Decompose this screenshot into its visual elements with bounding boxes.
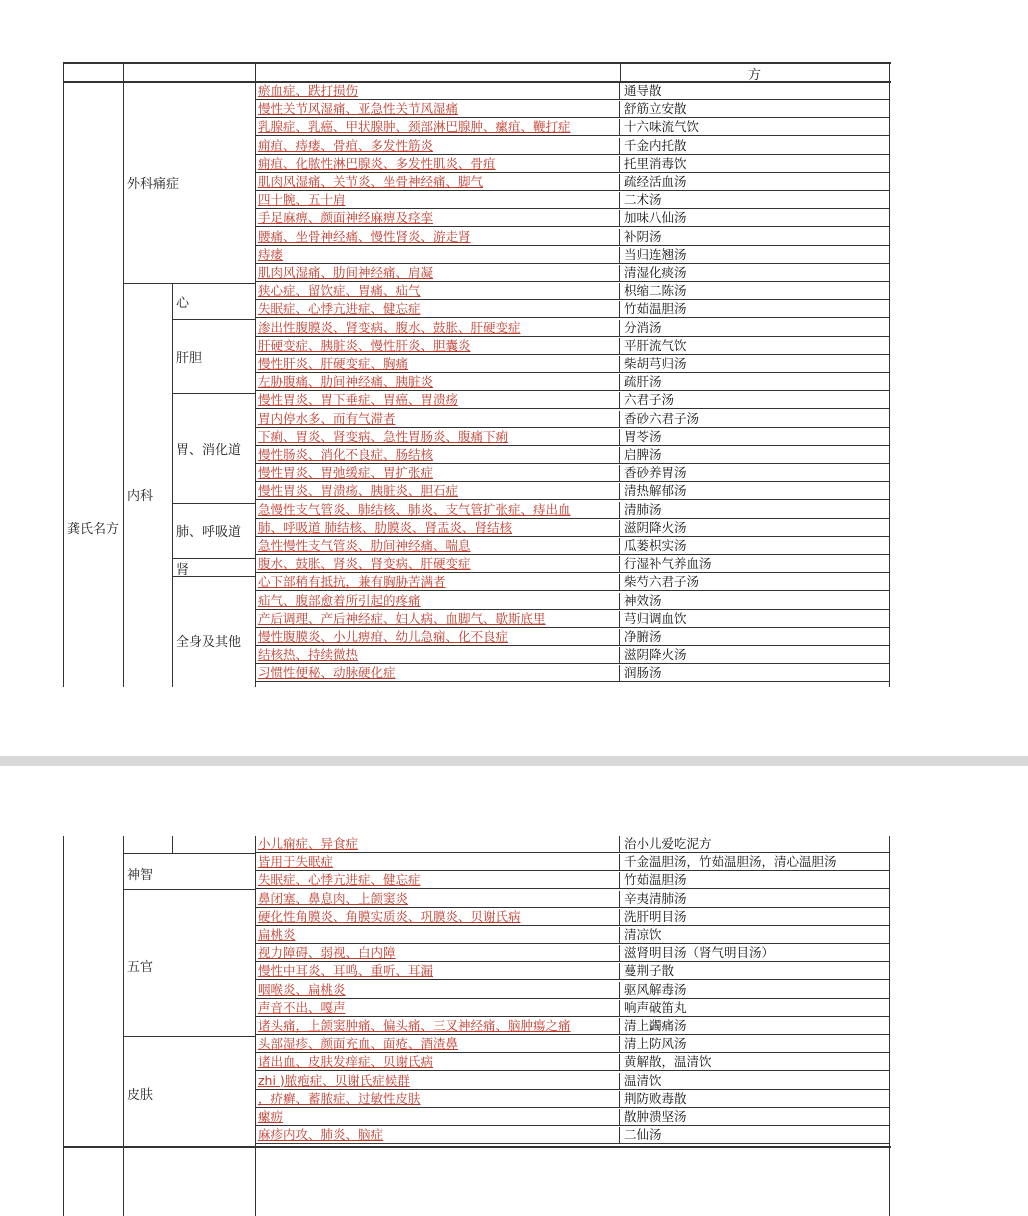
formula-cell: 蔓荆子散 [624,963,675,979]
symptom-cell: 产后调理、产后神经症、妇人病、血脚气、歇斯底里 [256,611,620,627]
symptom-cell: 皆用于失眠症 [256,854,620,870]
table-row [256,465,890,482]
table-row [256,138,890,155]
table-row [256,665,890,682]
formula-cell: 胃苓汤 [624,428,662,444]
table-row [256,611,890,628]
group-label-wei: 胃、消化道 [176,443,242,458]
symptom-cell: 失眠症、心悸亢进症、健忘症 [256,872,620,888]
symptom-cell: 痈疽、化脓性淋巴腺炎、多发性肌炎、骨疽 [256,156,620,172]
table-row [256,411,890,428]
formula-cell: 散肿溃坚汤 [624,1109,687,1124]
table-row [256,156,890,173]
symptom-cell: 慢性肝炎、肝硬变症、胸痛 [256,356,620,372]
waike-bottom-border [123,283,256,284]
symptom-cell: 鼻闭塞、鼻息肉、上颌窦炎 [256,891,620,907]
table-row [256,963,890,980]
symptom-cell: 失眠症、心悸亢进症、健忘症 [256,301,620,317]
table-row [256,891,890,908]
formula-cell: 滋肾明目汤（肾气明目汤） [624,945,775,961]
symptom-cell: 头部湿疹、颜面充血、面疮、酒渣鼻 [256,1036,620,1052]
symptom-cell: 麻疹内攻、肺炎、脑症 [256,1127,620,1143]
symptom-cell: 腰痛、坐骨神经痛、慢性肾炎、游走肾 [256,229,620,245]
group-label-waike: 外科痛症 [127,177,180,192]
table-row [256,174,890,191]
group-label-wuguan: 五官 [127,960,154,975]
formula-cell: 通导散 [624,83,662,98]
page-separator [0,756,1028,766]
table-row [256,83,890,100]
formula-cell: 清肺汤 [624,501,662,517]
table-row [256,502,890,519]
formula-cell: 清上防风汤 [624,1036,687,1052]
table-row [256,483,890,500]
formula-cell: 托里消毒饮 [624,155,687,171]
table-row [256,556,890,573]
group-label-xin: 心 [176,296,190,311]
symptom-cell: 咽喉炎、扁桃炎 [256,982,620,998]
symptom-cell: 视力障碍、弱视、白内障 [256,945,620,961]
symptom-cell: zhi )脓疱症、贝谢氏症候群 [256,1073,620,1089]
symptom-cell: 慢性中耳炎、耳鸣、重听、耳漏 [256,963,620,979]
group-label-shen: 肾 [176,563,190,578]
header-fang: 方 [748,68,762,83]
symptom-cell: 慢性胃炎、胃下垂症、胃癌、胃溃疡 [256,392,620,408]
table-row [256,1073,890,1090]
table-row [256,1018,890,1035]
symptom-cell: 慢性腹膜炎、小儿痹疳、幼儿急痫、化不良症 [256,629,620,645]
formula-cell: 香砂养胃汤 [624,465,687,481]
formula-cell: 疏肝汤 [624,374,662,390]
formula-cell: 六君子汤 [624,392,675,408]
formula-cell: 黄解散，温清饮 [624,1054,712,1070]
table-row [256,1054,890,1071]
symptom-cell: 诸头痛，上颌窦肿痛、偏头痛、三叉神经痛、脑肿瘍之痛 [256,1018,620,1034]
wuguan-bottom-border [123,1036,256,1037]
group-label-neike: 内科 [127,489,154,504]
table-row [256,854,890,871]
table-row [256,1036,890,1053]
formula-cell: 滋阴降火汤 [624,519,687,535]
symptom-cell: 肌肉风湿痛、肋间神经痛、肩凝 [256,265,620,281]
p2-table-bottom-border [63,1146,891,1148]
table-row [256,574,890,591]
col-divider-1 [123,62,124,687]
formula-cell: 柴胡芎归汤 [624,356,687,371]
table-row [256,265,890,282]
outer-left-border [63,62,64,687]
symptom-cell: 声音不出、嘎声 [256,1000,620,1016]
formula-cell: 千金温胆汤，竹茹温胆汤，清心温胆汤 [624,854,837,870]
symptom-cell: 肝硬变症、胰脏炎、慢性肝炎、胆囊炎 [256,338,620,354]
group-label-top: 龚氏名方 [66,522,119,537]
symptom-cell: 痈疽、痔瘘、骨疽、多发性筋炎 [256,138,620,154]
symptom-cell: 腹水、鼓胀、肾炎、肾变病、肝硬变症 [256,556,620,572]
formula-cell: 枳缩二陈汤 [624,283,687,299]
symptom-cell: 四十腕、五十肩 [256,192,620,208]
symptom-cell: 结核热、持续微热 [256,647,620,663]
table-row [256,192,890,209]
formula-cell: 分消汤 [624,319,662,335]
table-row [256,1000,890,1017]
table-row [256,119,890,136]
table-row [256,320,890,337]
formula-cell: 清上蠲痛汤 [624,1018,687,1033]
symptom-cell: 下痢、胃炎、肾变病、急性胃肠炎、腹痛下痢 [256,429,620,445]
formula-cell: 十六味流气饮 [624,119,700,135]
xin-bottom-border [172,319,256,320]
symptom-cell: 瘰疬 [256,1109,620,1125]
formula-cell: 加味八仙汤 [624,210,687,226]
symptom-cell: 手足麻痹、颜面神经麻痹及痉挛 [256,210,620,226]
group-label-fei: 肺、呼吸道 [176,525,242,540]
table-row [256,909,890,926]
table-row [256,229,890,246]
formula-cell: 瓜蒌枳实汤 [624,538,687,553]
symptom-cell: 小儿痫症、异食症 [256,836,620,852]
symptom-cell: 肌肉风湿痛、关节炎、坐骨神经痛、脚气 [256,174,620,190]
symptom-cell: 渗出性腹膜炎、肾变病、腹水、鼓胀、肝硬变症 [256,320,620,336]
table-row [256,338,890,355]
symptom-cell: 慢性胃炎、胃溃疡、胰脏炎、胆石症 [256,483,620,499]
formula-cell: 当归连翘汤 [624,246,687,262]
symptom-cell: 疝气、腹部愈着所引起的疼痛 [256,593,620,609]
formula-cell: 疏经活血汤 [624,174,687,189]
symptom-cell: 慢性关节风湿痛、亚急性关节风湿痛 [256,101,620,117]
group-label-pifu: 皮肤 [127,1088,154,1103]
header-col-divider [620,62,621,82]
symptom-cell: 慢性肠炎、消化不良症、肠结核 [256,447,620,463]
table-row [256,872,890,889]
table-row [256,836,890,853]
formula-cell: 滋阴降火汤 [624,647,687,663]
formula-cell: 响声破笛丸 [624,999,687,1015]
symptom-cell: 硬化性角膜炎、角膜实质炎、巩膜炎、贝谢氏病 [256,909,620,925]
table-row [256,374,890,391]
p2-outer-left-border [63,836,64,1216]
table-row [256,629,890,646]
group-label-quanshen: 全身及其他 [176,635,242,650]
table-row [256,945,890,962]
table-row [256,392,890,409]
formula-cell: 荆防败毒散 [624,1090,687,1106]
table-row [256,101,890,118]
gandan-bottom-border [172,393,256,394]
formula-cell: 香砂六君子汤 [624,410,700,426]
formula-cell: 舒筋立安散 [624,101,687,117]
formula-cell: 平肝流气饮 [624,337,687,353]
formula-cell: 竹茹温胆汤 [624,301,687,317]
neike-subcol-divider [172,283,173,687]
formula-cell: 竹茹温胆汤 [624,872,687,888]
symptom-cell: 肺、呼吸道 肺结核、肋膜炎、肾盂炎、肾结核 [256,520,620,536]
symptom-cell: 痔瘘 [256,247,620,263]
table-row [256,1091,890,1108]
table-row [256,982,890,999]
p2-subcol-divider [172,836,173,853]
symptom-cell: 心下部稍有抵抗，兼有胸胁苦满者 [256,574,620,590]
symptom-cell: 左胁腹痛、肋间神经痛、胰脏炎 [256,374,620,390]
formula-cell: 启脾汤 [624,447,662,462]
formula-cell: 清凉饮 [624,927,662,942]
group-label-gandan: 肝胆 [176,351,203,366]
formula-cell: 治小儿爱吃泥方 [624,836,712,851]
table-row [256,647,890,664]
formula-cell: 神效汤 [624,592,662,608]
formula-cell: 润肠汤 [624,665,662,681]
table-row [256,429,890,446]
symptom-cell: 狭心症、留饮症、胃痛、疝气 [256,283,620,299]
formula-cell: 柴芍六君子汤 [624,574,700,590]
symptom-cell: 慢性胃炎、胃弛缓症、胃扩张症 [256,465,620,481]
symptom-cell: 诸出血、皮肤发痒症、贝谢氏病 [256,1054,620,1070]
table-row [256,1109,890,1126]
table-row [256,447,890,464]
formula-cell: 二仙汤 [624,1127,662,1143]
formula-cell: 驱风解毒汤 [624,981,687,997]
symptom-cell: 急慢性支气管炎、肺结核、肺炎、支气管扩张症、痔出血 [256,502,620,518]
formula-cell: 千金内托散 [624,137,687,153]
p2-quanshen-bottom-border [123,853,256,854]
symptom-cell: 乳腺症、乳癌、甲状腺肿、颈部淋巴腺肿、瘰疽、鞭打症 [256,119,620,135]
formula-cell: 净腑汤 [624,629,662,644]
formula-cell: 清湿化痰汤 [624,265,687,280]
table-row [256,247,890,264]
formula-cell: 清热解郁汤 [624,483,687,499]
formula-cell: 行湿补气养血汤 [624,556,712,572]
table-row [256,301,890,318]
formula-cell: 二术汤 [624,192,662,208]
symptom-cell: 胃内停水多、而有气滞者 [256,411,620,427]
shenzhi-bottom-border [123,889,256,890]
formula-cell: 辛夷清肺汤 [624,890,687,906]
p2-col-divider-1 [123,836,124,1216]
symptom-cell: 急性慢性支气管炎、肋间神经痛、喘息 [256,538,620,554]
symptom-cell: 扁桃炎 [256,927,620,943]
formula-cell: 芎归调血饮 [624,610,687,626]
formula-cell: 洗肝明目汤 [624,908,687,924]
symptom-cell: 习惯性便秘、动脉硬化症 [256,665,620,681]
formula-cell: 温清饮 [624,1072,662,1088]
table-row [256,356,890,373]
page-two [0,768,1028,1214]
table-row [256,593,890,610]
table-row [256,927,890,944]
formula-cell: 补阴汤 [624,228,662,244]
symptom-cell: ，疥癣、蓄脓症、过敏性皮肤 [256,1091,620,1107]
table-row [256,283,890,300]
table-top-border [63,62,891,64]
table-row [256,210,890,227]
symptom-cell: 瘀血症、跌打损伤 [256,83,620,99]
table-row [256,538,890,555]
table-row [256,520,890,537]
wei-bottom-border [172,503,256,504]
table-row [256,1127,890,1144]
group-label-shenzhi: 神智 [127,868,154,883]
